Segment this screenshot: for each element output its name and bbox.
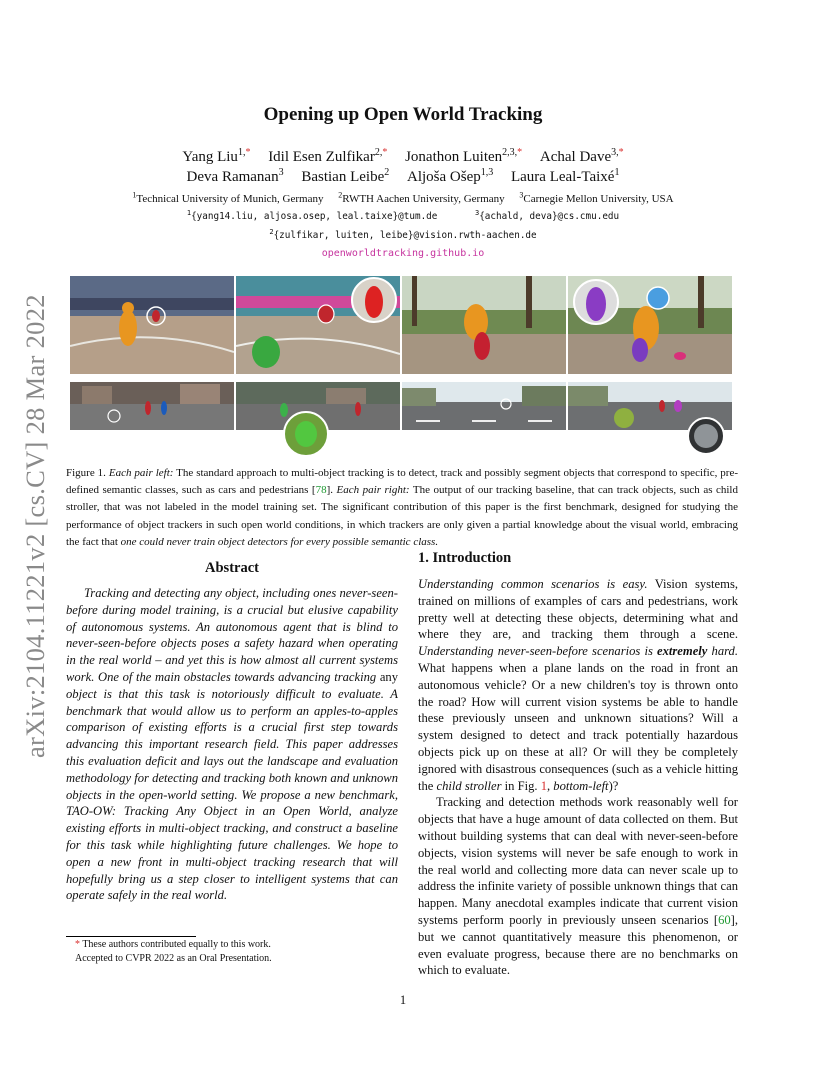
author: Deva Ramanan$^3$ — [186, 167, 284, 185]
introduction-body — [418, 576, 738, 979]
figure-1 — [70, 276, 734, 458]
affiliations — [0, 190, 806, 205]
email-group[interactable]: $^3${achald, deva}@cs.cmu.edu — [474, 209, 620, 223]
affiliation: $^1$Technical University of Munich, Germany — [132, 190, 324, 205]
footnote-equal-contribution: * These authors contributed equally to this work. — [75, 939, 271, 950]
page-number: 1 — [399, 993, 407, 1007]
author: Bastian Leibe$^2$ — [301, 167, 390, 185]
figure-image-street-ours — [236, 382, 400, 458]
caption-label: Figure 1. — [66, 467, 106, 479]
figure-image-park-standard — [402, 276, 566, 374]
figure-image-stadium-standard — [70, 276, 234, 374]
citation-link[interactable]: 60 — [718, 912, 731, 927]
emails-line-1 — [0, 209, 806, 222]
intro-paragraph-2: Tracking and detection methods work reasonably well for objects that have a huge amount of data collected on them. But without building systems that can deal with never-seen-before objects, vision systems will never be safe enough to work in the real world and collecting more data can never scale up to address the infinite variety of possible unknown things that can happen. Many anecdotal examples indicate that current vision systems perform poorly in previously unseen scenarios [60], but we cannot quantitatively measure this phenomenon, or even evaluate progress, because there are no benchmarks on which to evaluate. — [418, 795, 738, 978]
figure-image-road-ours — [568, 382, 732, 458]
figure-image-road-standard — [402, 382, 566, 430]
email-group[interactable]: $^1${yang14.liu, aljosa.osep, leal.taixe}@tum.de — [186, 209, 438, 223]
figure-image-stadium-ours — [236, 276, 400, 374]
author: Idil Esen Zulfikar$^{2,*}$ — [268, 147, 388, 165]
author: Aljoša Ošep$^{1,3}$ — [406, 167, 494, 185]
affiliation: $^2$RWTH Aachen University, Germany — [338, 190, 505, 205]
authors-line-1 — [0, 147, 806, 166]
footnote-divider — [66, 936, 196, 937]
intro-paragraph-1: Understanding common scenarios is easy. Vision systems, trained on millions of examples of cars and pedestrians, work pretty well at detecting these objects, determining what and where they are, and tracking them through a scene. Understanding never-seen-before scenarios is extremely hard. What happens when a plane lands on the road in front an autonomous vehicle? Or a new children's toy is thrown onto the road? How will current vision systems be able to handle these previously unseen and unknown situations? Will a system designed to detect and track potentially hazardous objects pick up on these at all? Or will they be completely ignored with disastrous consequences (such as a vehicle hitting the child stroller in Fig. 1, bottom-left)? — [418, 577, 738, 793]
figure-image-street-standard — [70, 382, 234, 430]
author: Laura Leal-Taixé$^1$ — [510, 167, 620, 185]
affiliation: $^3$Carnegie Mellon University, USA — [519, 190, 674, 205]
figure-image-park-ours — [568, 276, 732, 374]
abstract-heading: Abstract — [205, 560, 259, 576]
author: Yang Liu$^{1,*}$ — [182, 147, 251, 165]
citation-link[interactable]: 78 — [315, 484, 327, 497]
arxiv-identifier[interactable]: arXiv:2104.11221v2 [cs.CV] 28 Mar 2022 — [20, 294, 50, 758]
footnote-acceptance: Accepted to CVPR 2022 as an Oral Presentation. — [75, 953, 272, 964]
figure-caption: Figure 1. Each pair left: The standard approach to multi-object tracking is to detect, track and possibly segment objects that correspond to specific, pre-defined semantic classes, such as cars and pedestrians [78]. Each pair right: The output of our tracking baseline, that can track objects, such as child stroller, that was not labeled in the model training set. The significant contribution of this paper is the first benchmark, designed for studying the performance of object trackers in such open world conditions, in which trackers are only given a partial knowledge about the visual world, embracing the fact that one could never train object detectors for every possible semantic class. — [66, 467, 739, 548]
author: Achal Dave$^{3,*}$ — [539, 147, 624, 165]
abstract-body: Tracking and detecting any object, including ones never-seen-before during model training, is a crucial but elusive capability of autonomous systems. An autonomous agent that is blind to never-seen-before objects poses a safety hazard when operating in the real world – and yet this is how almost all current systems work. One of the main obstacles towards advancing tracking any object is that this task is notoriously difficult to evaluate. A benchmark that would allow us to perform an apples-to-apples comparison of existing efforts is a crucial first step towards advancing this important research field. This paper addresses this evaluation deficit and lays out the landscape and evaluation methodology for detecting and tracking both known and unknown objects in the open-world setting. We propose a new benchmark, TAO-OW: Tracking Any Object in an Open World, analyze existing efforts in multi-object tracking, and construct a baseline for this task while highlighting future challenges. We hope to open a new front in multi-object tracking research that will hopefully bring us a step closer to intelligent systems that can operate safely in the real world. — [66, 586, 398, 903]
introduction-heading: 1. Introduction — [418, 550, 512, 566]
author: Jonathon Luiten$^{2,3,*}$ — [405, 147, 523, 165]
emails-line-2[interactable]: $^2${zulfikar, luiten, leibe}@vision.rwth-aachen.de — [269, 228, 537, 242]
project-website-link[interactable]: openworldtracking.github.io — [321, 248, 485, 259]
paper-title: Opening up Open World Tracking — [263, 104, 543, 125]
figure-reference-link[interactable]: 1 — [540, 778, 547, 793]
authors-line-2 — [0, 167, 806, 186]
